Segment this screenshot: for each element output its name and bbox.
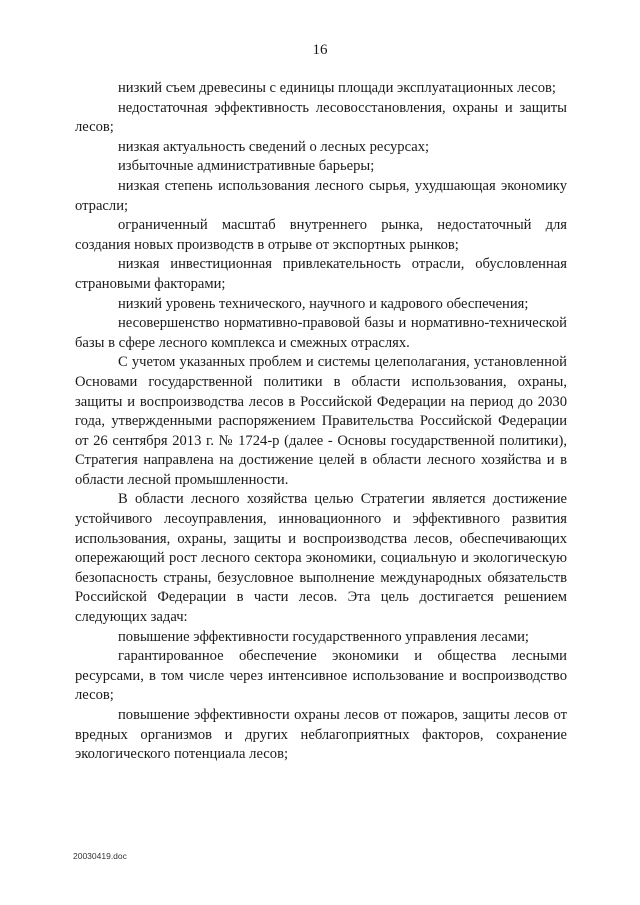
- paragraph: В области лесного хозяйства целью Стратегии является достижение устойчивого лесоуправления, инновационного и эффективного развития использования, охраны, защиты и воспроизводства лесов, обеспечивающих опережающий рост лесного сектора экономики, социальную и экологическую безопасность страны, безусловное выполнение международных обязательств Российской Федерации в части лесов. Эта цель достигается решением следующих задач:: [75, 491, 567, 626]
- document-body: [75, 79, 567, 765]
- paragraph: повышение эффективности государственного управления лесами;: [118, 628, 529, 645]
- paragraph: несовершенство нормативно-правовой базы и нормативно-технической базы в сфере лесного комплекса и смежных отраслях.: [75, 315, 567, 351]
- paragraph: низкая инвестиционная привлекательность отрасли, обусловленная страновыми факторами;: [75, 256, 567, 292]
- footer-filename: 20030419.doc: [73, 851, 127, 861]
- paragraph: низкая актуальность сведений о лесных ресурсах;: [118, 138, 430, 155]
- paragraph: ограниченный масштаб внутреннего рынка, недостаточный для создания новых производств в отрыве от экспортных рынков;: [75, 217, 567, 253]
- paragraph: повышение эффективности охраны лесов от пожаров, защиты лесов от вредных организмов и других неблагоприятных факторов, сохранение экологического потенциала лесов;: [75, 707, 567, 763]
- paragraph: низкая степень использования лесного сырья, ухудшающая экономику отрасли;: [75, 177, 567, 214]
- page-number: 16: [312, 42, 328, 58]
- paragraph: недостаточная эффективность лесовосстановления, охраны и защиты лесов;: [75, 99, 567, 136]
- paragraph: низкий уровень технического, научного и кадрового обеспечения;: [118, 295, 529, 312]
- paragraph: С учетом указанных проблем и системы целеполагания, установленной Основами государственной политики в области использования, охраны, защиты и воспроизводства лесов в Российской Федерации на период до 2030 года, утвержденными распоряжением Правительства Российской Федерации от 26 сентября 2013 г. № 1724-р (далее - Основы государственной политики), Стратегия направлена на достижение целей в области лесного хозяйства и в области лесной промышленности.: [75, 354, 567, 488]
- paragraph: низкий съем древесины с единицы площади эксплуатационных лесов;: [118, 80, 556, 96]
- paragraph: избыточные административные барьеры;: [118, 158, 375, 175]
- paragraph: гарантированное обеспечение экономики и общества лесными ресурсами, в том числе через интенсивное использование и воспроизводство лесов;: [75, 648, 567, 704]
